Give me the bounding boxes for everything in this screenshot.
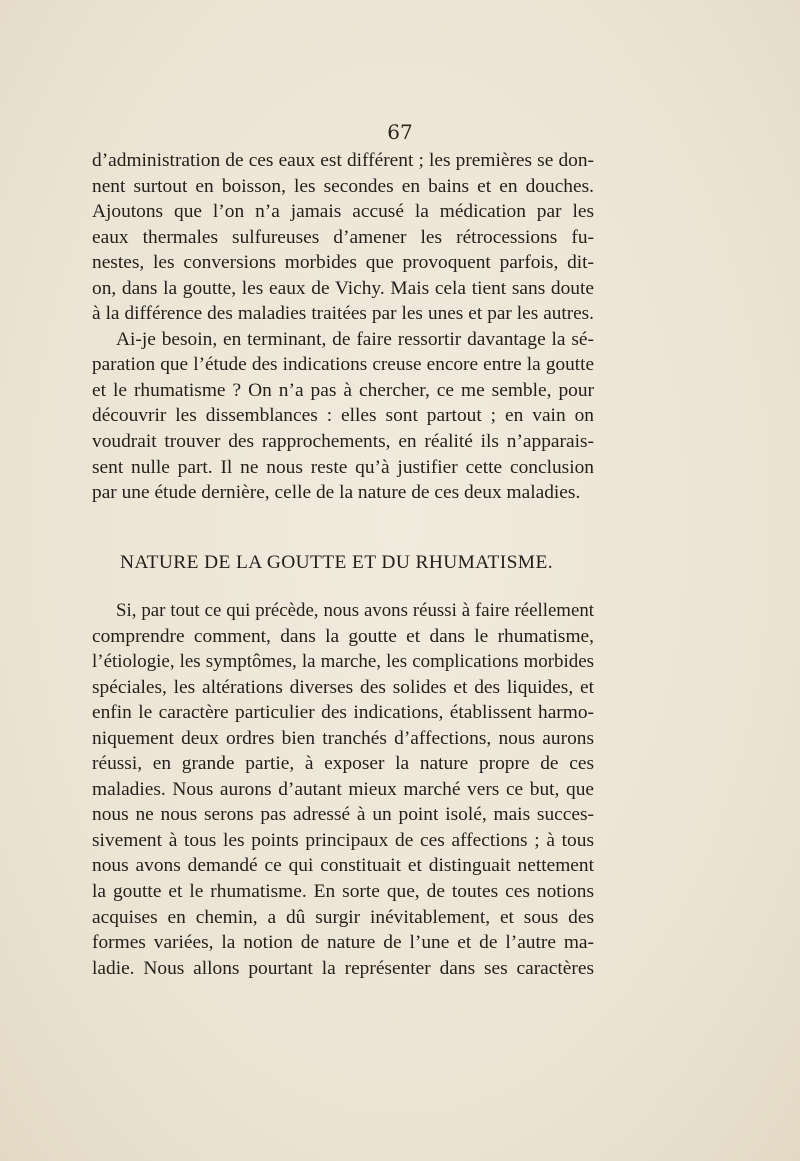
text-line: nent surtout en boisson, les secondes en bains et en douches. [92,175,594,197]
text-line: d’administration de ces eaux est différent ; les premières se don- [92,150,594,171]
text-line: Ai-je besoin, en terminant, de faire ressortir davantage la sé- [116,328,594,350]
upper-text-block [92,148,594,506]
text-line: à la différence des maladies traitées par les unes et par les autres. [92,303,594,325]
text-line: formes variées, la notion de nature de l’une et de l’autre ma- [92,932,594,954]
lower-text-block [92,598,594,981]
paragraph-1 [92,148,594,327]
text-line: sivement à tous les points principaux de ces affections ; à tous [92,829,594,851]
text-line: acquises en chemin, a dû surgir inévitablement, et sous des [92,906,594,928]
text-line: voudrait trouver des rapprochements, en réalité ils n’apparais- [92,431,594,453]
text-line: enfin le caractère particulier des indications, établissent harmo- [92,702,594,724]
text-line: eaux thermales sulfureuses d’amener les rétrocessions fu- [92,226,594,248]
text-line: découvrir les dissemblances : elles sont partout ; en vain on [92,405,594,427]
text-line: nestes, les conversions morbides que provoquent parfois, dit- [92,252,594,274]
text-line: nous ne nous serons pas adressé à un point isolé, mais succes- [92,804,594,826]
text-line: niquement deux ordres bien tranchés d’affections, nous aurons [92,727,594,749]
text-line: sent nulle part. Il ne nous reste qu’à justifier cette conclusion [92,456,594,478]
text-line: la goutte et le rhumatisme. En sorte que, de toutes ces notions [92,881,594,903]
text-line: maladies. Nous aurons d’autant mieux marché vers ce but, que [92,778,594,800]
text-line: ladie. Nous allons pourtant la représenter dans ses caractères [92,957,594,979]
section-heading: NATURE DE LA GOUTTE ET DU RHUMATISME. [120,552,553,573]
text-line: réussi, en grande partie, à exposer la nature propre de ces [92,753,594,775]
text-line: et le rhumatisme ? On n’a pas à chercher, ce me semble, pour [92,379,594,401]
text-line: par une étude dernière, celle de la nature de ces deux maladies. [92,482,581,504]
page-number: 67 [387,120,413,144]
text-line: comprendre comment, dans la goutte et dans le rhumatisme, [92,625,594,647]
text-line: Si, par tout ce qui précède, nous avons réussi à faire réellement [116,600,594,621]
text-line: spéciales, les altérations diverses des solides et des liquides, et [92,676,594,698]
text-line: on, dans la goutte, les eaux de Vichy. Mais cela tient sans doute [92,277,594,299]
text-line: paration que l’étude des indications creuse encore entre la goutte [92,354,594,376]
text-line: nous avons demandé ce qui constituait et distinguait nettement [92,855,594,877]
paragraph-2 [92,327,594,506]
text-line: l’étiologie, les symptômes, la marche, les complications morbides [92,651,594,673]
text-line: Ajoutons que l’on n’a jamais accusé la médication par les [92,201,594,223]
paragraph-3 [92,598,594,981]
